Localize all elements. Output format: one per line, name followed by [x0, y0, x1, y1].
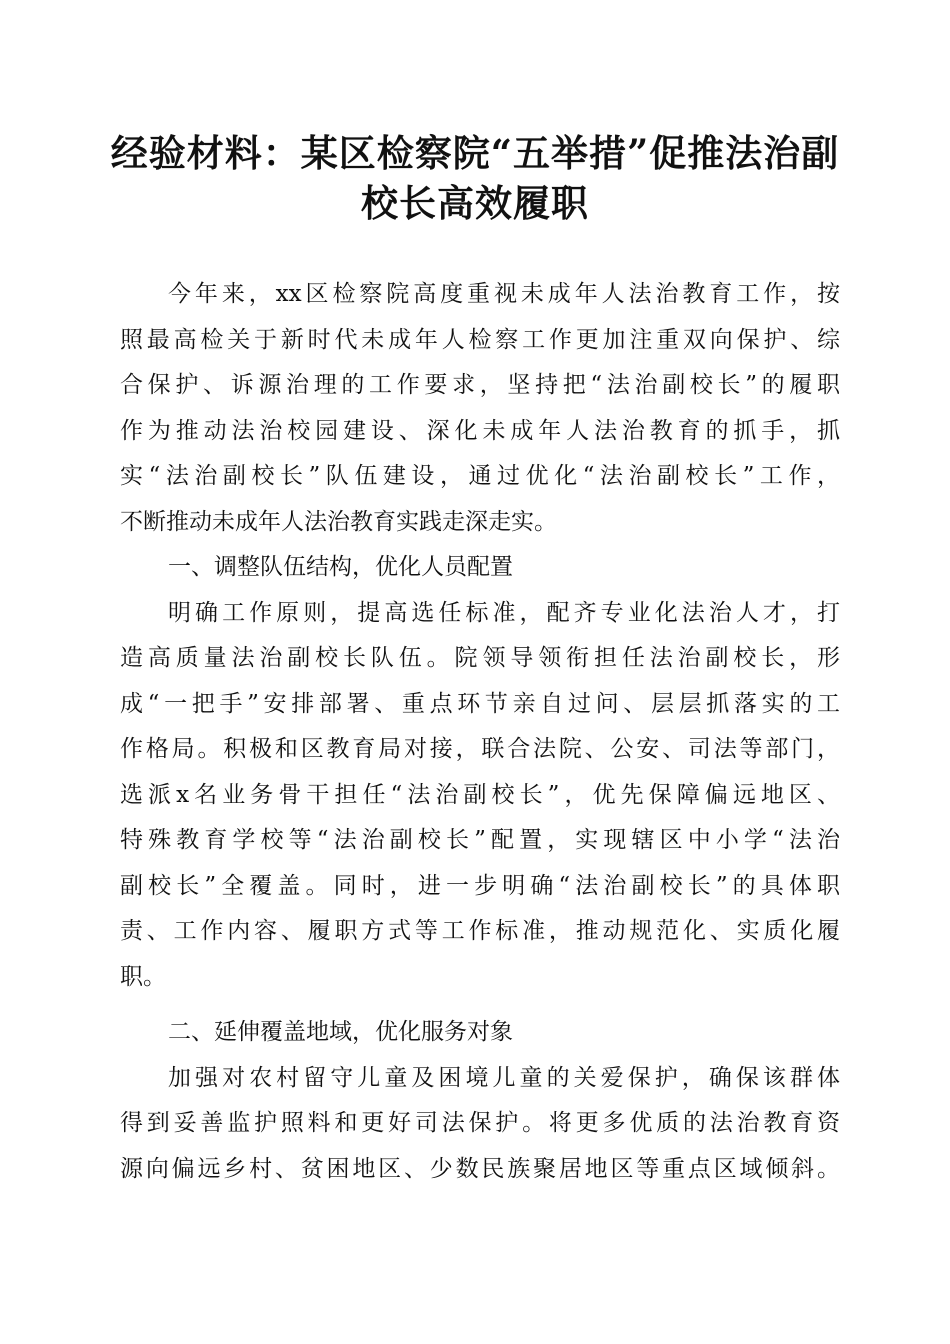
paragraph-line: 照最高检关于新时代未成年人检察工作更加注重双向保护、综 [120, 326, 840, 353]
paragraph-line: 明确工作原则，提高选任标准，配齐专业化法治人才，打 [168, 599, 840, 626]
paragraph-line: 源向偏远乡村、贫困地区、少数民族聚居地区等重点区域倾斜。 [120, 1155, 840, 1182]
paragraph-line: 今年来，xx区检察院高度重视未成年人法治教育工作，按 [168, 281, 840, 307]
paragraph-line: 造高质量法治副校长队伍。院领导领衔担任法治副校长，形 [120, 645, 840, 671]
paragraph-line: 选派x名业务骨干担任“法治副校长”，优先保障偏远地区、 [120, 781, 840, 808]
paragraph-line: 作格局。积极和区教育局对接，联合法院、公安、司法等部门， [120, 736, 840, 762]
section-heading-2: 二、延伸覆盖地域，优化服务对象 [168, 1019, 513, 1045]
title-line: 经验材料：某区检察院“五举措”促推法治副 [110, 131, 840, 175]
paragraph-line: 实“法治副校长”队伍建设，通过优化“法治副校长”工作， [120, 463, 840, 489]
document-title [100, 128, 850, 228]
intro-paragraph [120, 272, 840, 545]
paragraph-line: 加强对农村留守儿童及困境儿童的关爱保护，确保该群体 [168, 1064, 840, 1091]
paragraph-line: 特殊教育学校等“法治副校长”配置，实现辖区中小学“法治 [120, 827, 840, 853]
paragraph-line: 合保护、诉源治理的工作要求，坚持把“法治副校长”的履职 [120, 372, 840, 398]
section2-paragraph [120, 1056, 840, 1193]
document-body [120, 272, 840, 1192]
paragraph-line: 作为推动法治校园建设、深化未成年人法治教育的抓手，抓 [120, 417, 840, 444]
paragraph-line: 职。 [120, 963, 166, 990]
paragraph-line: 责、工作内容、履职方式等工作标准，推动规范化、实质化履 [120, 918, 840, 944]
paragraph-line: 副校长”全覆盖。同时，进一步明确“法治副校长”的具体职 [120, 872, 840, 899]
paragraph-line: 不断推动未成年人法治教育实践走深走实。 [120, 508, 557, 535]
section-heading-1: 一、调整队伍结构，优化人员配置 [168, 554, 513, 580]
paragraph-line: 成“一把手”安排部署、重点环节亲自过问、层层抓落实的工 [120, 690, 840, 717]
section1-paragraph [120, 591, 840, 1001]
paragraph-line: 得到妥善监护照料和更好司法保护。将更多优质的法治教育资 [120, 1110, 840, 1136]
title-line: 校长高效履职 [361, 181, 589, 225]
